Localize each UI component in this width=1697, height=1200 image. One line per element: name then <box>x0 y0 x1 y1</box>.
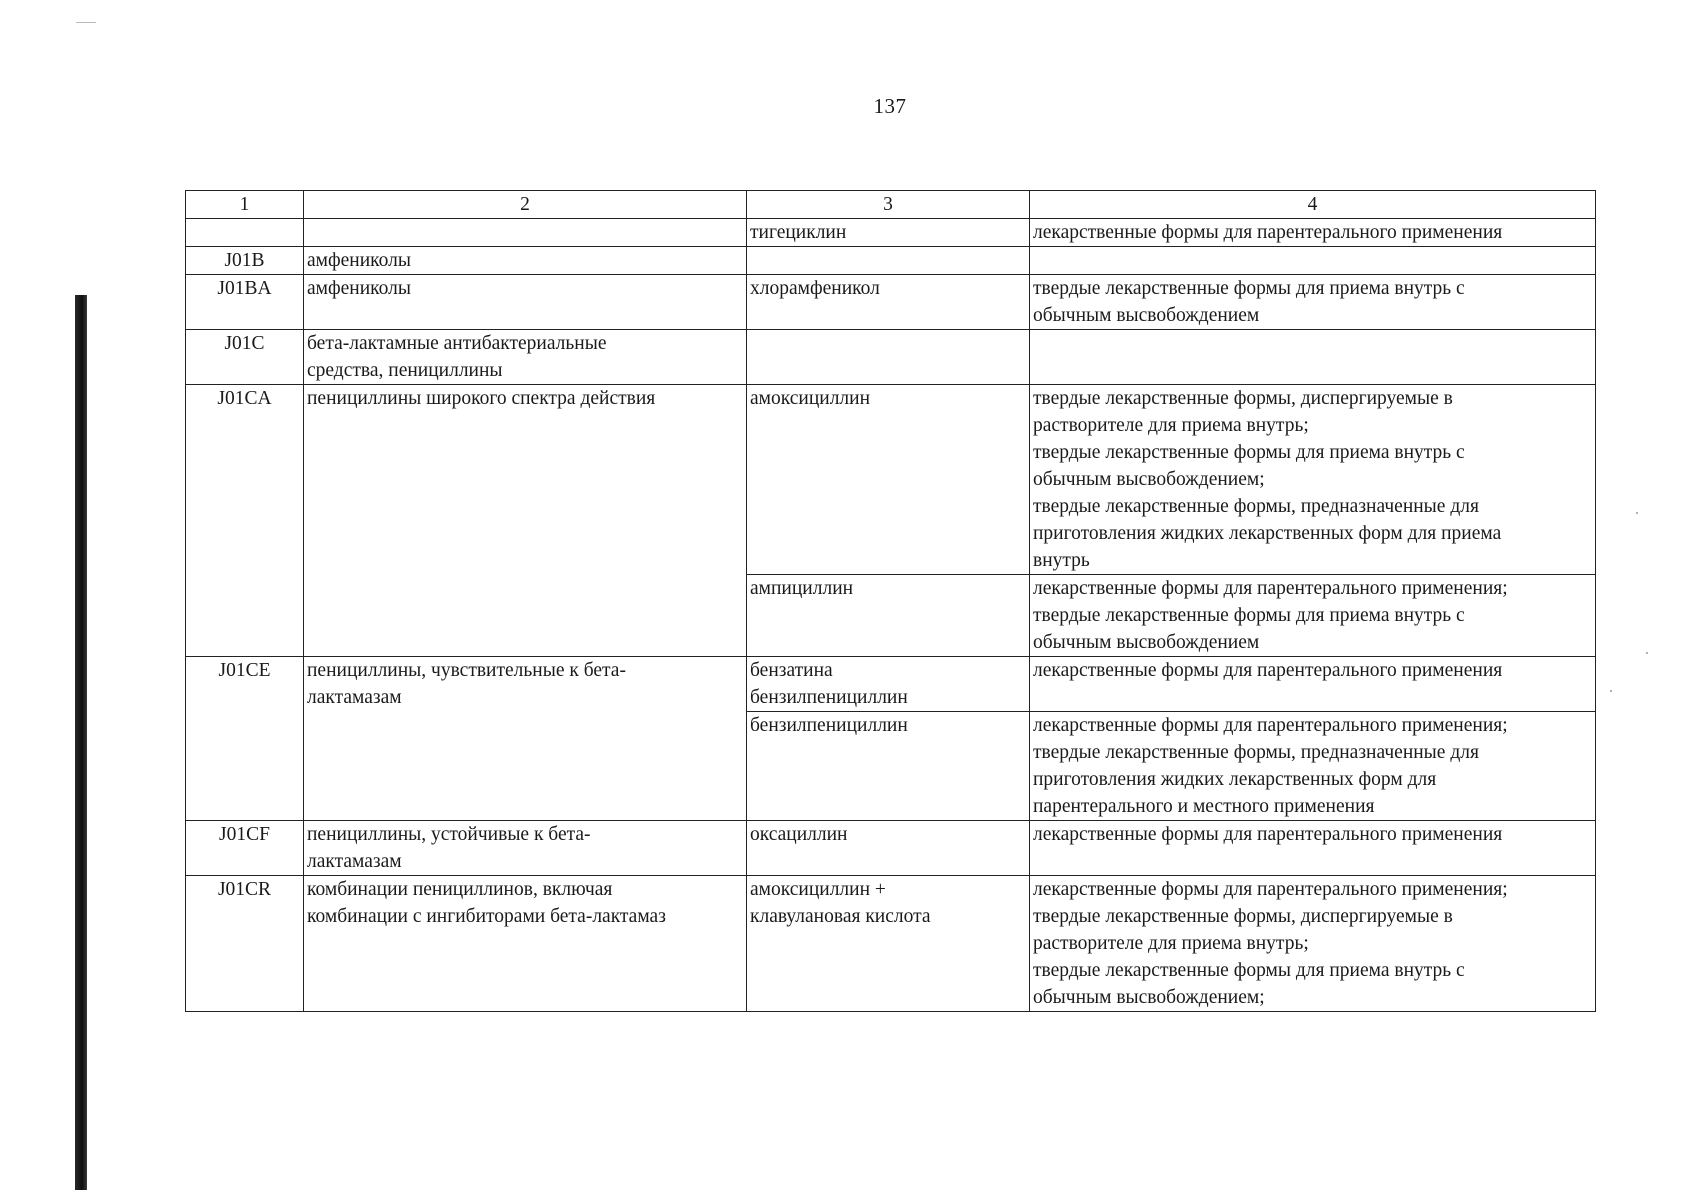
drug-name-cell: амоксициллин + клавулановая кислота <box>747 876 1030 1012</box>
atc-code-cell: J01CA <box>186 385 304 657</box>
column-header-3: 3 <box>747 191 1030 219</box>
drug-name-cell: бензатина бензилпенициллин <box>747 657 1030 712</box>
table-row <box>186 330 1596 385</box>
dosage-forms-cell: твердые лекарственные формы для приема внутрь с обычным высвобождением <box>1030 275 1596 330</box>
column-header-2: 2 <box>304 191 747 219</box>
column-number-row <box>186 191 1596 219</box>
atc-code-cell: J01BA <box>186 275 304 330</box>
page-number: 137 <box>873 94 907 118</box>
table-row <box>186 247 1596 275</box>
scan-speck <box>1610 690 1612 692</box>
atc-code-cell: J01CE <box>186 657 304 821</box>
scan-corner-mark <box>76 22 96 23</box>
dosage-forms-cell: лекарственные формы для парентерального применения <box>1030 821 1596 876</box>
drug-name-cell: тигециклин <box>747 219 1030 247</box>
atc-code-cell: J01CF <box>186 821 304 876</box>
drug-name-cell: амоксициллин <box>747 385 1030 575</box>
table-row <box>186 385 1596 575</box>
table-row <box>186 657 1596 712</box>
drug-name-cell: бензилпенициллин <box>747 712 1030 821</box>
drug-list-table <box>185 190 1596 1012</box>
atc-group-cell: амфениколы <box>304 247 747 275</box>
column-header-4: 4 <box>1030 191 1596 219</box>
atc-group-cell: бета-лактамные антибактериальные средства, пенициллины <box>304 330 747 385</box>
atc-group-cell: пенициллины, устойчивые к бета- лактамазам <box>304 821 747 876</box>
scan-speck <box>1636 512 1638 514</box>
scan-binding-shadow <box>75 295 87 1190</box>
dosage-forms-cell: лекарственные формы для парентерального применения <box>1030 657 1596 712</box>
atc-code-cell: J01B <box>186 247 304 275</box>
scan-speck <box>1646 652 1648 654</box>
column-header-1: 1 <box>186 191 304 219</box>
drug-name-cell: ампициллин <box>747 575 1030 657</box>
drug-name-cell <box>747 330 1030 385</box>
atc-group-cell: комбинации пенициллинов, включая комбинации с ингибиторами бета-лактамаз <box>304 876 747 1012</box>
dosage-forms-cell: лекарственные формы для парентерального применения; твердые лекарственные формы, диспергируемые в растворителе для приема внутрь; твердые лекарственные формы для приема внутрь с обычным высвобождением; <box>1030 876 1596 1012</box>
drug-name-cell: оксациллин <box>747 821 1030 876</box>
atc-group-cell: пенициллины широкого спектра действия <box>304 385 747 657</box>
atc-group-cell <box>304 219 747 247</box>
atc-code-cell <box>186 219 304 247</box>
table-row <box>186 821 1596 876</box>
drug-name-cell <box>747 247 1030 275</box>
atc-group-cell: пенициллины, чувствительные к бета- лактамазам <box>304 657 747 821</box>
table-row <box>186 219 1596 247</box>
table-row <box>186 876 1596 1012</box>
drug-name-cell: хлорамфеникол <box>747 275 1030 330</box>
dosage-forms-cell: лекарственные формы для парентерального применения; твердые лекарственные формы для приема внутрь с обычным высвобождением <box>1030 575 1596 657</box>
atc-code-cell: J01CR <box>186 876 304 1012</box>
atc-group-cell: амфениколы <box>304 275 747 330</box>
dosage-forms-cell <box>1030 330 1596 385</box>
dosage-forms-cell: лекарственные формы для парентерального применения; твердые лекарственные формы, предназначенные для приготовления жидких лекарственных форм для парентерального и местного применения <box>1030 712 1596 821</box>
dosage-forms-cell <box>1030 247 1596 275</box>
dosage-forms-cell: твердые лекарственные формы, диспергируемые в растворителе для приема внутрь; твердые лекарственные формы для приема внутрь с обычным высвобождением; твердые лекарственные формы, предназначенные для приготовления жидких лекарственных форм для приема внутрь <box>1030 385 1596 575</box>
dosage-forms-cell: лекарственные формы для парентерального применения <box>1030 219 1596 247</box>
atc-code-cell: J01C <box>186 330 304 385</box>
table-row <box>186 275 1596 330</box>
